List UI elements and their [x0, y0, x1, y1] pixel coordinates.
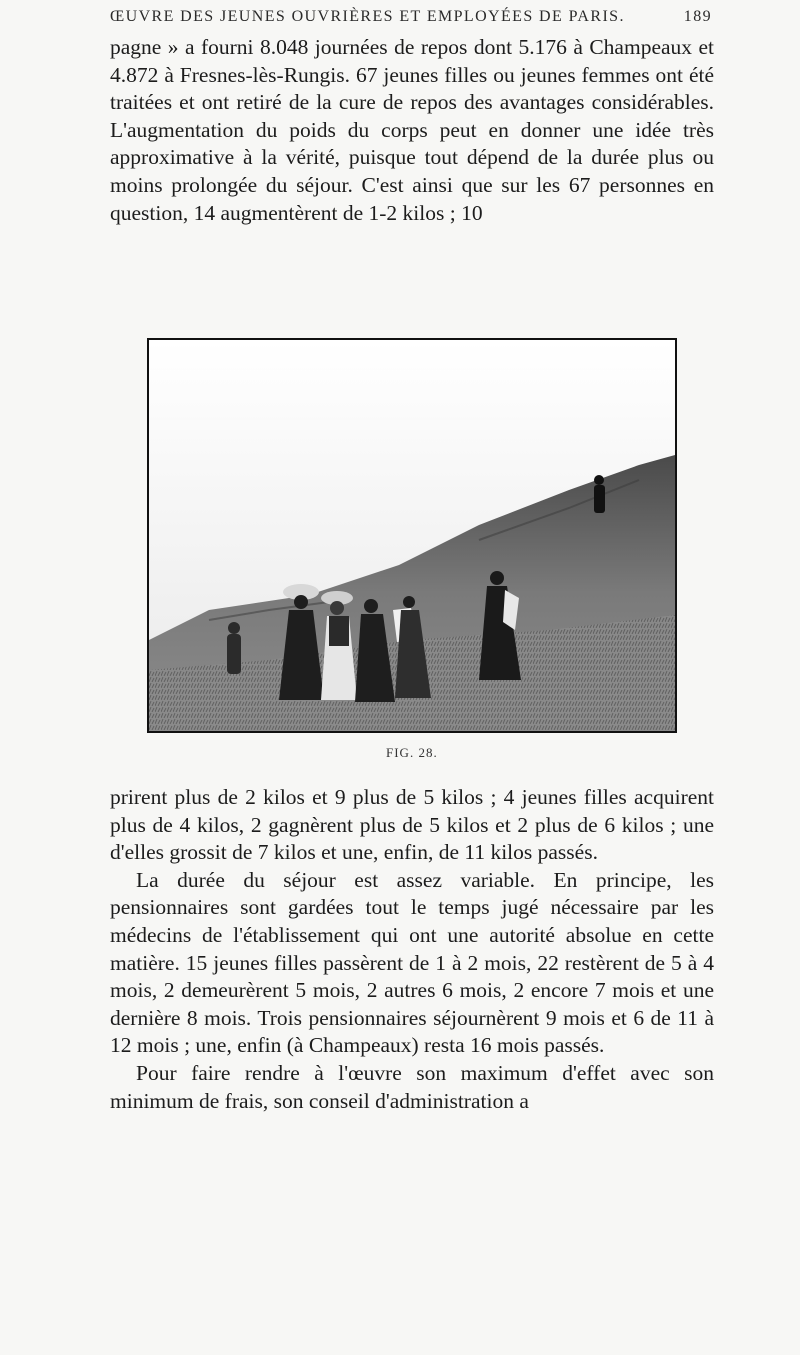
figure-caption: FIG. 28. [386, 745, 438, 760]
paragraph-administration: Pour faire rendre à l'œuvre son maximum d'effet avec son minimum de frais, son conseil d'administration a [110, 1060, 714, 1113]
running-head-title: ŒUVRE DES JEUNES OUVRIÈRES ET EMPLOYÉES DE PARIS. [110, 8, 625, 25]
text-block-bottom [110, 784, 714, 1115]
paragraph-duration: La durée du séjour est assez variable. En principe, les pensionnaires sont gardées tout le temps jugé nécessaire par les médecins de l'établissement qui ont une autorité absolue en cette matière. 15 jeunes filles passèrent de 1 à 2 mois, 22 restèrent de 5 à 4 mois, 2 demeurèrent 5 mois, 2 autres 6 mois, 2 encore 7 mois et une dernière 8 mois. Trois pensionnaires séjournèrent 9 mois et 6 de 11 à 12 mois ; une, enfin (à Champeaux) resta 16 mois passés. [110, 867, 714, 1058]
photo-figure-left [227, 622, 241, 674]
paragraph-top: pagne » a fourni 8.048 journées de repos dont 5.176 à Champeaux et 4.872 à Fresnes-lès-Rungis. 67 jeunes filles ou jeunes femmes ont été traitées et ont retiré de la cure de repos des avantages considérables. L'augmentation du poids du corps peut en donner une idée très approximative à la vérité, puisque tout dépend de la durée plus ou moins prolongée du séjour. C'est ainsi que sur les 67 personnes en question, 14 augmentèrent de 1-2 kilos ; 10 [110, 35, 714, 225]
running-head [110, 8, 712, 26]
photograph-women-on-hillside [149, 340, 675, 731]
paragraph-continued: prirent plus de 2 kilos et 9 plus de 5 kilos ; 4 jeunes filles acquirent plus de 4 kilos, 2 gagnèrent plus de 5 kilos et 2 plus de 6 kilos ; une d'elles grossit de 7 kilos et une, enfin, de 11 kilos passés. [110, 785, 714, 865]
photo-figure-ridge [594, 475, 605, 513]
page-number: 189 [683, 8, 712, 25]
figure-photograph [147, 338, 677, 733]
